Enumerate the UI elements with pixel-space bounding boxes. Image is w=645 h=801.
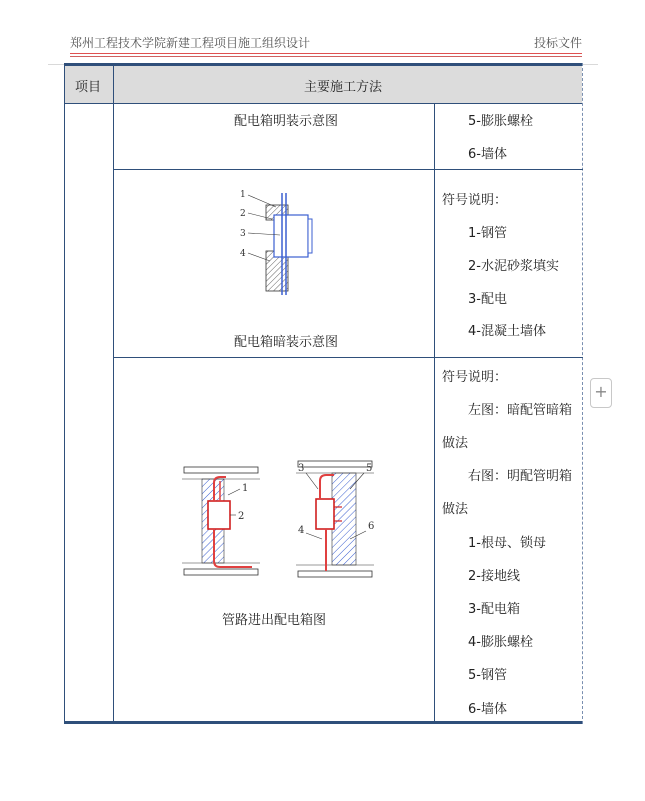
legend-item: 1-根母、锁母: [468, 536, 546, 551]
figure-label: 3: [298, 463, 305, 474]
figure-label: 4: [240, 249, 246, 259]
column-header-item: 项目: [75, 80, 102, 95]
figure-caption: 管路进出配电箱图: [222, 613, 327, 628]
legend-item: 5-钢管: [468, 668, 507, 683]
figure-label: 2: [240, 209, 246, 219]
figure-label: 1: [240, 190, 246, 200]
figure-label: 6: [368, 521, 375, 532]
table-right-border: [582, 63, 583, 724]
legend-item: 右图：明配管明箱: [468, 469, 573, 484]
legend-item: 1-钢管: [468, 226, 507, 241]
figure-label: 2: [238, 511, 245, 522]
document-type: 投标文件: [533, 36, 582, 50]
table-left-border: [64, 63, 65, 724]
legend-item: 5-膨胀螺栓: [468, 114, 533, 129]
legend-item: 做法: [442, 502, 469, 517]
legend-item: 2-水泥砂浆填实: [468, 259, 559, 274]
construction-method-table: [64, 63, 583, 724]
header-rule: [70, 53, 582, 54]
conduit-entry-diagram: [180, 459, 380, 589]
figure-label: 5: [366, 463, 373, 474]
column-header-method: 主要施工方法: [304, 80, 383, 95]
document-title: 郑州工程技术学院新建工程项目施工组织设计: [70, 36, 311, 50]
figure-caption: 配电箱暗装示意图: [234, 335, 339, 350]
legend-item: 做法: [442, 436, 469, 451]
legend-item: 3-配电: [468, 292, 507, 307]
legend-title: 符号说明：: [442, 193, 508, 208]
concealed-box-diagram: [234, 183, 324, 298]
figure-label: 3: [240, 229, 246, 239]
add-icon[interactable]: +: [590, 378, 612, 408]
legend-item: 4-混凝土墙体: [468, 324, 546, 339]
legend-item: 6-墙体: [468, 147, 507, 162]
legend-item: 6-墙体: [468, 702, 507, 717]
legend-title: 符号说明：: [442, 370, 508, 385]
header-rule-thin: [70, 56, 582, 57]
legend-item: 2-接地线: [468, 569, 520, 584]
legend-item: 3-配电箱: [468, 602, 520, 617]
figure-caption: 配电箱明装示意图: [234, 114, 339, 129]
table-top-border: [64, 63, 583, 66]
row-separator: [113, 169, 583, 170]
legend-item: 4-膨胀螺栓: [468, 635, 533, 650]
figure-label: 4: [298, 525, 305, 536]
row-separator: [113, 357, 583, 358]
table-bottom-border: [64, 721, 583, 724]
figure-label: 1: [242, 483, 249, 494]
legend-item: 左图：暗配管暗箱: [468, 403, 573, 418]
